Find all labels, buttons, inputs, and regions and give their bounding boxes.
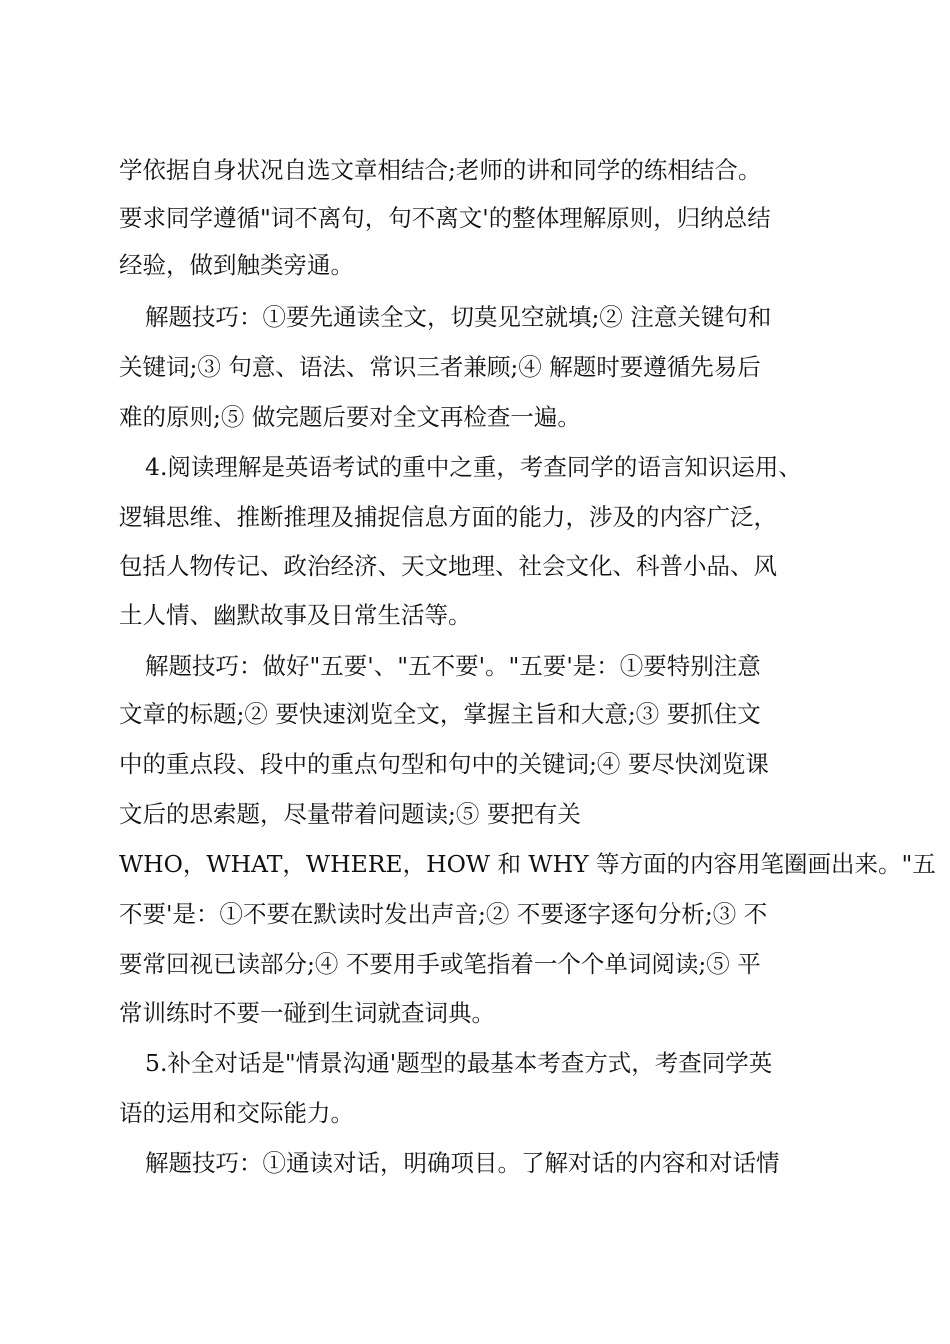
text-line: 解题技巧：①要先通读全文，切莫见空就填;② 注意关键句和 [145, 303, 772, 331]
text-line: 不要'是：①不要在默读时发出声音;② 不要逐字逐句分析;③ 不 [119, 900, 768, 928]
text-line: 学依据自身状况自选文章相结合;老师的讲和同学的练相结合。 [119, 156, 762, 184]
text-line: 文后的思索题，尽量带着问题读;⑤ 要把有关 [119, 800, 581, 828]
text-line: 文章的标题;② 要快速浏览全文，掌握主旨和大意;③ 要抓住文 [119, 700, 761, 728]
text-line: WHO，WHAT，WHERE，HOW 和 WHY 等方面的内容用笔圈画出来。"五 [119, 850, 936, 878]
text-line: 解题技巧：做好"五要'、"五不要'。"五要'是：①要特别注意 [145, 652, 761, 680]
text-line: 中的重点段、段中的重点句型和句中的关键词;④ 要尽快浏览课 [119, 750, 769, 778]
text-line: 要求同学遵循"词不离句，句不离文'的整体理解原则，归纳总结 [119, 204, 771, 232]
text-line: 包括人物传记、政治经济、天文地理、社会文化、科普小品、风 [119, 552, 777, 580]
text-line: 语的运用和交际能力。 [119, 1099, 354, 1127]
text-line: 4.阅读理解是英语考试的重中之重，考查同学的语言知识运用、 [145, 453, 802, 481]
text-line: 要常回视已读部分;④ 不要用手或笔指着一个个单词阅读;⑤ 平 [119, 950, 761, 978]
text-line: 土人情、幽默故事及日常生活等。 [119, 601, 472, 629]
text-line: 关键词;③ 句意、语法、常识三者兼顾;④ 解题时要遵循先易后 [119, 353, 761, 381]
text-line: 常训练时不要一碰到生词就查词典。 [119, 999, 495, 1027]
text-line: 5.补全对话是"情景沟通'题型的最基本考查方式，考查同学英 [145, 1049, 773, 1077]
text-line: 解题技巧：①通读对话，明确项目。了解对话的内容和对话情 [145, 1149, 780, 1177]
text-line: 难的原则;⑤ 做完题后要对全文再检查一遍。 [119, 403, 581, 431]
text-line: 经验，做到触类旁通。 [119, 251, 354, 279]
text-line: 逻辑思维、推断推理及捕捉信息方面的能力，涉及的内容广泛， [119, 503, 777, 531]
